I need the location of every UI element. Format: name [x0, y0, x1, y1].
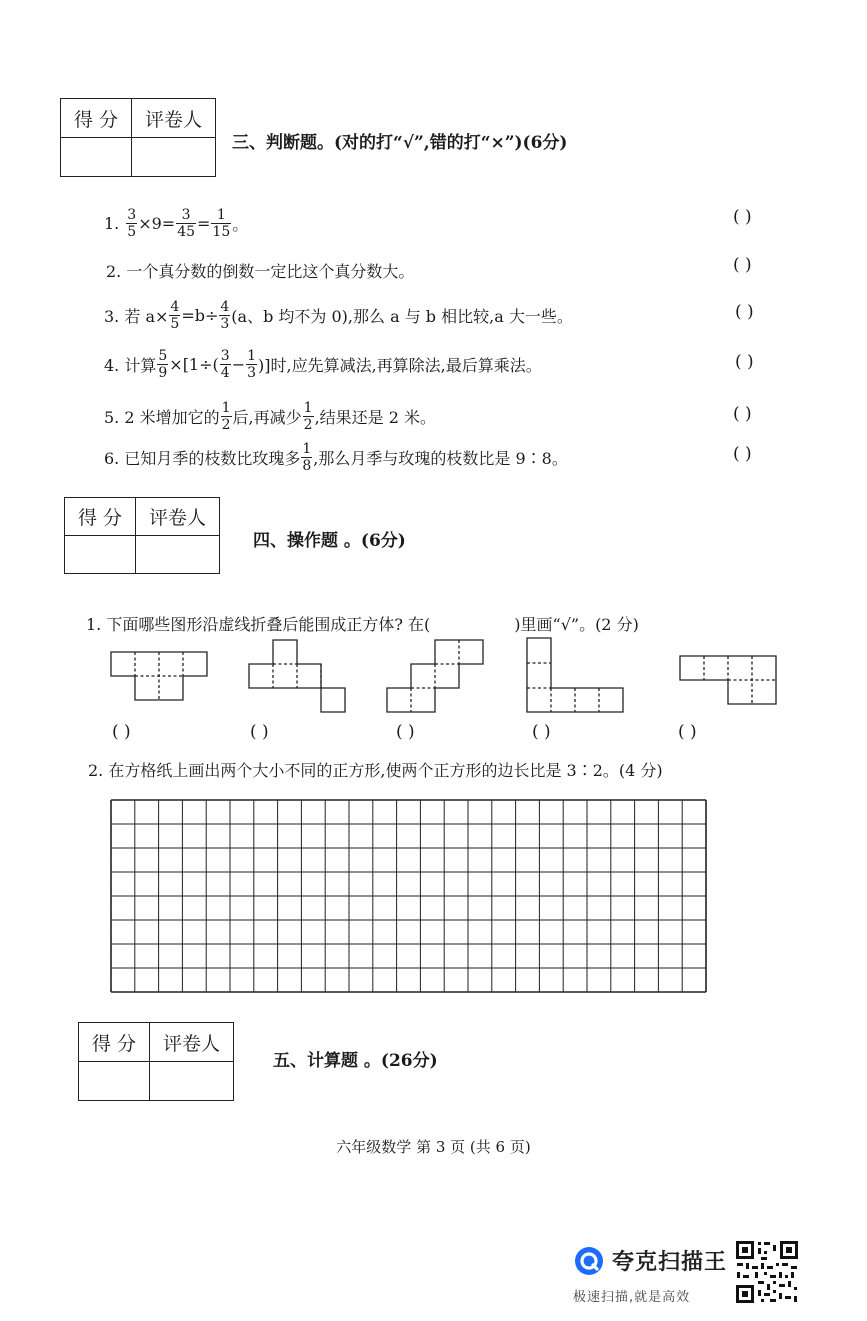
net-answer-paren-2[interactable]: ( )	[250, 722, 269, 742]
grader-label: 评卷人	[136, 498, 220, 536]
score-box-section5	[78, 1022, 234, 1101]
brand-slogan: 极速扫描,就是高效	[573, 1290, 691, 1305]
page-footer: 六年级数学 第 3 页 (共 6 页)	[336, 1138, 531, 1156]
score-cell[interactable]	[79, 1062, 150, 1101]
judge-question-6: 6. 已知月季的枝数比玫瑰多 $\frac{1}{8}$ ,那么月季与玫瑰的枝数比是 9∶8。	[104, 441, 568, 474]
net-answer-paren-1[interactable]: ( )	[112, 722, 131, 742]
grid-paper[interactable]	[110, 799, 708, 997]
score-label: 得 分	[61, 99, 132, 138]
grader-cell[interactable]	[150, 1062, 234, 1101]
section4-title: 四、操作题 。(6分)	[253, 531, 406, 551]
score-cell[interactable]	[65, 536, 136, 574]
cube-net-2	[248, 639, 346, 713]
brand-logo-icon	[574, 1246, 604, 1276]
operation-question-2: 2. 在方格纸上画出两个大小不同的正方形,使两个正方形的边长比是 3∶2。(4 分)	[88, 761, 663, 780]
operation-question-1: 1. 下面哪些图形沿虚线折叠后能围成正方体? 在( )里画“√”。(2 分)	[86, 615, 639, 634]
score-box-section3	[60, 98, 216, 177]
cube-net-3	[386, 639, 484, 713]
scanner-brand	[574, 1245, 727, 1276]
net-answer-paren-5[interactable]: ( )	[678, 722, 697, 742]
cube-net-1	[110, 651, 208, 701]
answer-paren-4[interactable]: ( )	[735, 352, 754, 372]
answer-paren-5[interactable]: ( )	[733, 404, 752, 424]
grader-label: 评卷人	[150, 1023, 234, 1062]
qr-code-icon	[734, 1239, 800, 1305]
judge-question-2: 2. 一个真分数的倒数一定比这个真分数大。	[106, 262, 415, 281]
grader-cell[interactable]	[136, 536, 220, 574]
score-label: 得 分	[79, 1023, 150, 1062]
net-answer-paren-3[interactable]: ( )	[396, 722, 415, 742]
cube-net-4	[526, 637, 624, 713]
brand-name: 夸克扫描王	[612, 1250, 728, 1275]
section3-title: 三、判断题。(对的打“√”,错的打“×”)(6分)	[232, 133, 568, 153]
judge-question-1: 1. $\frac{3}{5}$ ×9= $\frac{3}{45}$ = $\frac{1}{15}$ 。	[104, 207, 249, 240]
judge-question-3: 3. 若 a× $\frac{4}{5}$ =b÷ $\frac{4}{3}$ (a、b 均不为 0),那么 a 与 b 相比较,a 大一些。	[104, 299, 573, 332]
cube-net-5	[679, 655, 777, 705]
answer-paren-6[interactable]: ( )	[733, 444, 752, 464]
judge-question-5: 5. 2 米增加它的 $\frac{1}{2}$ 后,再减少 $\frac{1}{2}$ ,结果还是 2 米。	[104, 400, 437, 433]
answer-paren-2[interactable]: ( )	[733, 255, 752, 275]
grader-label: 评卷人	[132, 99, 216, 138]
net-answer-paren-4[interactable]: ( )	[532, 722, 551, 742]
grader-cell[interactable]	[132, 138, 216, 177]
judge-question-4: 4. 计算 $\frac{5}{9}$ ×[1÷( $\frac{3}{4}$ − $\frac{1}{3}$ )]时,应先算减法,再算除法,最后算乘法。	[104, 348, 542, 381]
score-label: 得 分	[65, 498, 136, 536]
section5-title: 五、计算题 。(26分)	[273, 1051, 438, 1071]
answer-paren-1[interactable]: ( )	[733, 207, 752, 227]
score-box-section4	[64, 497, 220, 574]
score-cell[interactable]	[61, 138, 132, 177]
answer-paren-3[interactable]: ( )	[735, 302, 754, 322]
